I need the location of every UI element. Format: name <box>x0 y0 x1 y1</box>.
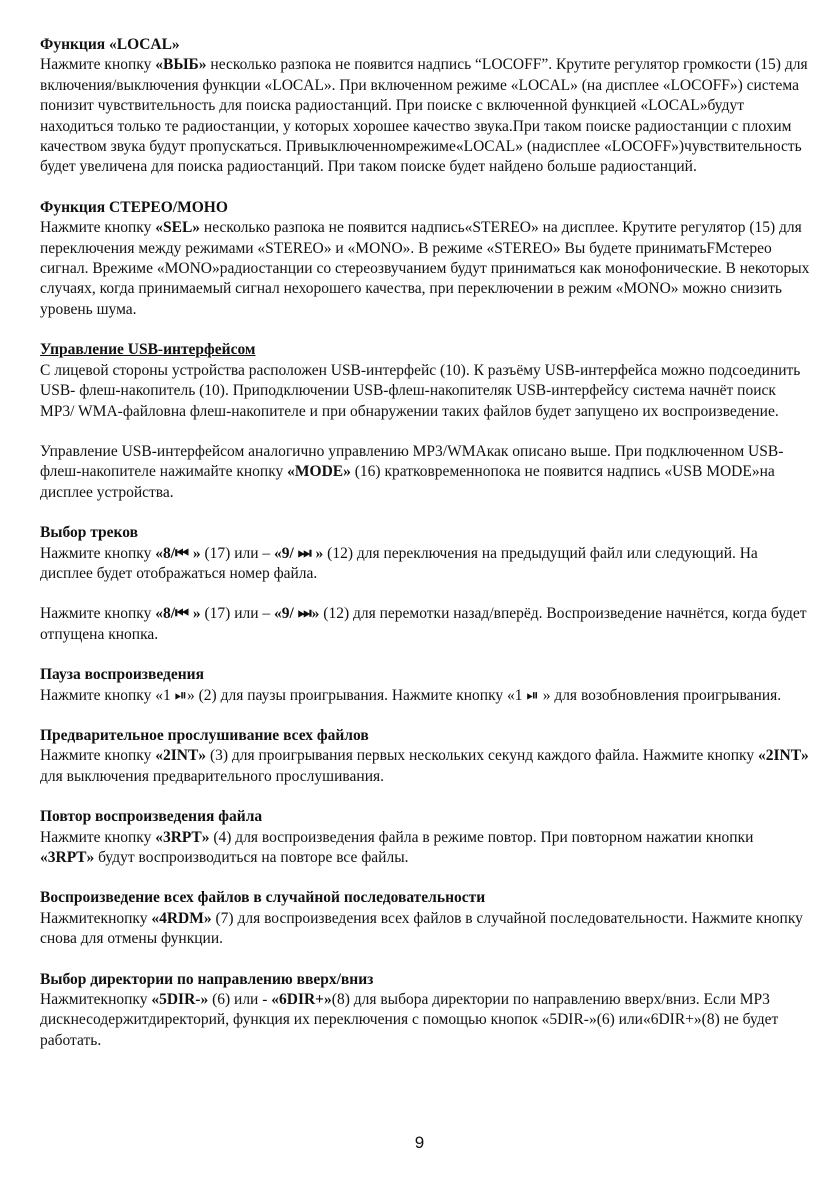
text-run: (6) или - <box>208 991 272 1009</box>
section-1 <box>40 35 810 178</box>
section-heading: Функция СТЕРЕО/МОНО <box>40 198 228 216</box>
text-run: будут воспроизводиться на повторе все файлы. <box>94 849 409 866</box>
button-name: «2INT» <box>155 747 207 765</box>
section-heading: Выбор треков <box>40 524 138 542</box>
text-run: несколько разпока не появится надпись “LOCOFF”. Крутите регулятор громкости (15) для включения/выключения функции «LOCAL». При включенном режиме «LOCAL» (на дисплее «LOCOFF») система понизит чувствительность для поиска радиостанций. При поиске с включенной функцией «LOCAL»будут находиться только те радиостанции, у которых хорошее качество звука.При таком поиске радиостанции с плохим качеством звука будут пропускаться. Привыключенномрежиме«LOCAL» (надисплее «LOCOFF»)чувствительность будет увеличена для поиска радиостанций. При таком поиске будет найдено больше радиостанций. <box>40 56 808 176</box>
button-name: «ВЫБ» <box>155 56 207 74</box>
text-run: (17) или – <box>200 544 275 562</box>
page-content <box>40 35 810 1071</box>
button-name: «4RDM» <box>151 909 212 927</box>
section-paragraph <box>40 746 810 787</box>
text-run: (17) или – <box>200 605 275 623</box>
section-3 <box>40 340 810 503</box>
text-run: Нажмите кнопку <box>40 605 156 623</box>
text-run: (16) кратковременнопока не появится надпись «USB MODE»на дисплее устройства. <box>40 463 775 501</box>
text-run: (8) для выбора директории по направлению вверх/вниз. Если MP3 дискнесодержитдиректорий, функция их переключения с помощью кнопок «5DIR-»(6) или«6DIR+»(8) не будет работать. <box>40 991 779 1049</box>
section-paragraph <box>40 828 810 869</box>
text-run: Управление USB-интерфейсом аналогично управлению MP3/WMAкак описано выше. При подключенном USB-флеш-накопителе нажимайте кнопку <box>40 442 784 481</box>
text-run: для выключения предварительного прослушивания. <box>40 767 384 785</box>
section-paragraph <box>40 686 810 706</box>
section-heading: Выбор директории по направлению вверх/вниз <box>40 970 374 988</box>
section-7 <box>40 807 810 868</box>
section-paragraph <box>40 442 810 503</box>
section-heading: Управление USB-интерфейсом <box>40 341 256 359</box>
button-name: «MODE» <box>287 463 351 481</box>
text-run: несколько разпока не появится надпись«STEREO» на дисплее. Крутите регулятор (15) для переключения между режимами «STEREO» и «MONO». В режиме «STEREO» Вы будете приниматьFMстерео сигнал. Врежиме «MONO»радиостанции со стереозвучанием будут приниматься как монофонические. В некоторых случаях, когда принимаемый сигнал нехорошего качества, при переключении в режим «MONO» можно снизить уровень шума. <box>40 219 810 318</box>
text-run: (3) для проигрывания первых нескольких секунд каждого файла. Нажмите кнопку <box>206 747 758 765</box>
text-run: (12) для переключения на предыдущий файл или следующий. На дисплее будет отображаться номер файла. <box>40 544 758 582</box>
button-name: «3RPT» <box>40 849 95 866</box>
text-run: Нажмите кнопку <box>40 56 156 74</box>
section-2 <box>40 198 810 320</box>
button-name: «8/⏮ » <box>155 544 201 562</box>
section-heading: Повтор воспроизведения файла <box>40 808 263 826</box>
text-run: (4) для воспроизведения файла в режиме повтор. При повторном нажатии кнопки <box>209 828 754 846</box>
text-run: Нажмите кнопку <box>40 828 156 846</box>
section-paragraph <box>40 909 810 950</box>
section-5 <box>40 665 810 706</box>
page-number: 9 <box>414 1133 425 1152</box>
section-paragraph <box>40 604 810 645</box>
text-run: Нажмитекнопку <box>40 991 152 1009</box>
text-run: С лицевой стороны устройства расположен USB-интерфейс (10). К разъёму USB-интерфейса можно подсоединить USB- флеш-накопитель (10). Приподключении USB-флеш-накопителяк USB-интерфейсу система начнёт поиск MP3/ WMA-файловна флеш-накопителе и при обнаружении таких файлов будет запущено их воспроизведение. <box>40 361 801 420</box>
button-name: «9/ ⏭» <box>274 605 320 623</box>
section-heading: Пауза воспроизведения <box>40 666 204 684</box>
button-name: «2INT» <box>757 747 809 765</box>
section-paragraph <box>40 55 810 177</box>
section-heading: Функция «LOCAL» <box>40 36 180 53</box>
section-heading: Предварительное прослушивание всех файлов <box>40 726 369 744</box>
section-9 <box>40 970 810 1052</box>
section-8 <box>40 888 810 949</box>
button-name: «SEL» <box>155 219 201 237</box>
button-name: «3RPT» <box>155 828 210 846</box>
section-4 <box>40 523 810 645</box>
section-6 <box>40 726 810 787</box>
button-name: «8/⏮ » <box>155 605 201 623</box>
button-name: «5DIR-» <box>151 991 209 1009</box>
section-paragraph <box>40 990 810 1051</box>
button-name: «9/ ⏭ » <box>274 544 324 562</box>
text-run: Нажмите кнопку <box>40 747 156 765</box>
text-run: Нажмите кнопку <box>40 544 156 562</box>
button-name: «6DIR+» <box>271 991 332 1009</box>
section-heading: Воспроизведение всех файлов в случайной последовательности <box>40 889 486 907</box>
text-run: Нажмитекнопку <box>40 909 152 927</box>
text-run: (12) для перемотки назад/вперёд. Воспроизведение начнётся, когда будет отпущена кнопка. <box>40 605 807 643</box>
text-run: Нажмите кнопку <box>40 219 156 237</box>
text-run: Нажмите кнопку «1 ⏯» (2) для паузы проигрывания. Нажмите кнопку «1 ⏯ » для возобновления проигрывания. <box>40 686 782 704</box>
section-paragraph <box>40 361 810 422</box>
text-run: (7) для воспроизведения всех файлов в случайной последовательности. Нажмите кнопку снова для отмены функции. <box>40 909 803 948</box>
section-paragraph <box>40 218 810 320</box>
section-paragraph <box>40 544 810 585</box>
